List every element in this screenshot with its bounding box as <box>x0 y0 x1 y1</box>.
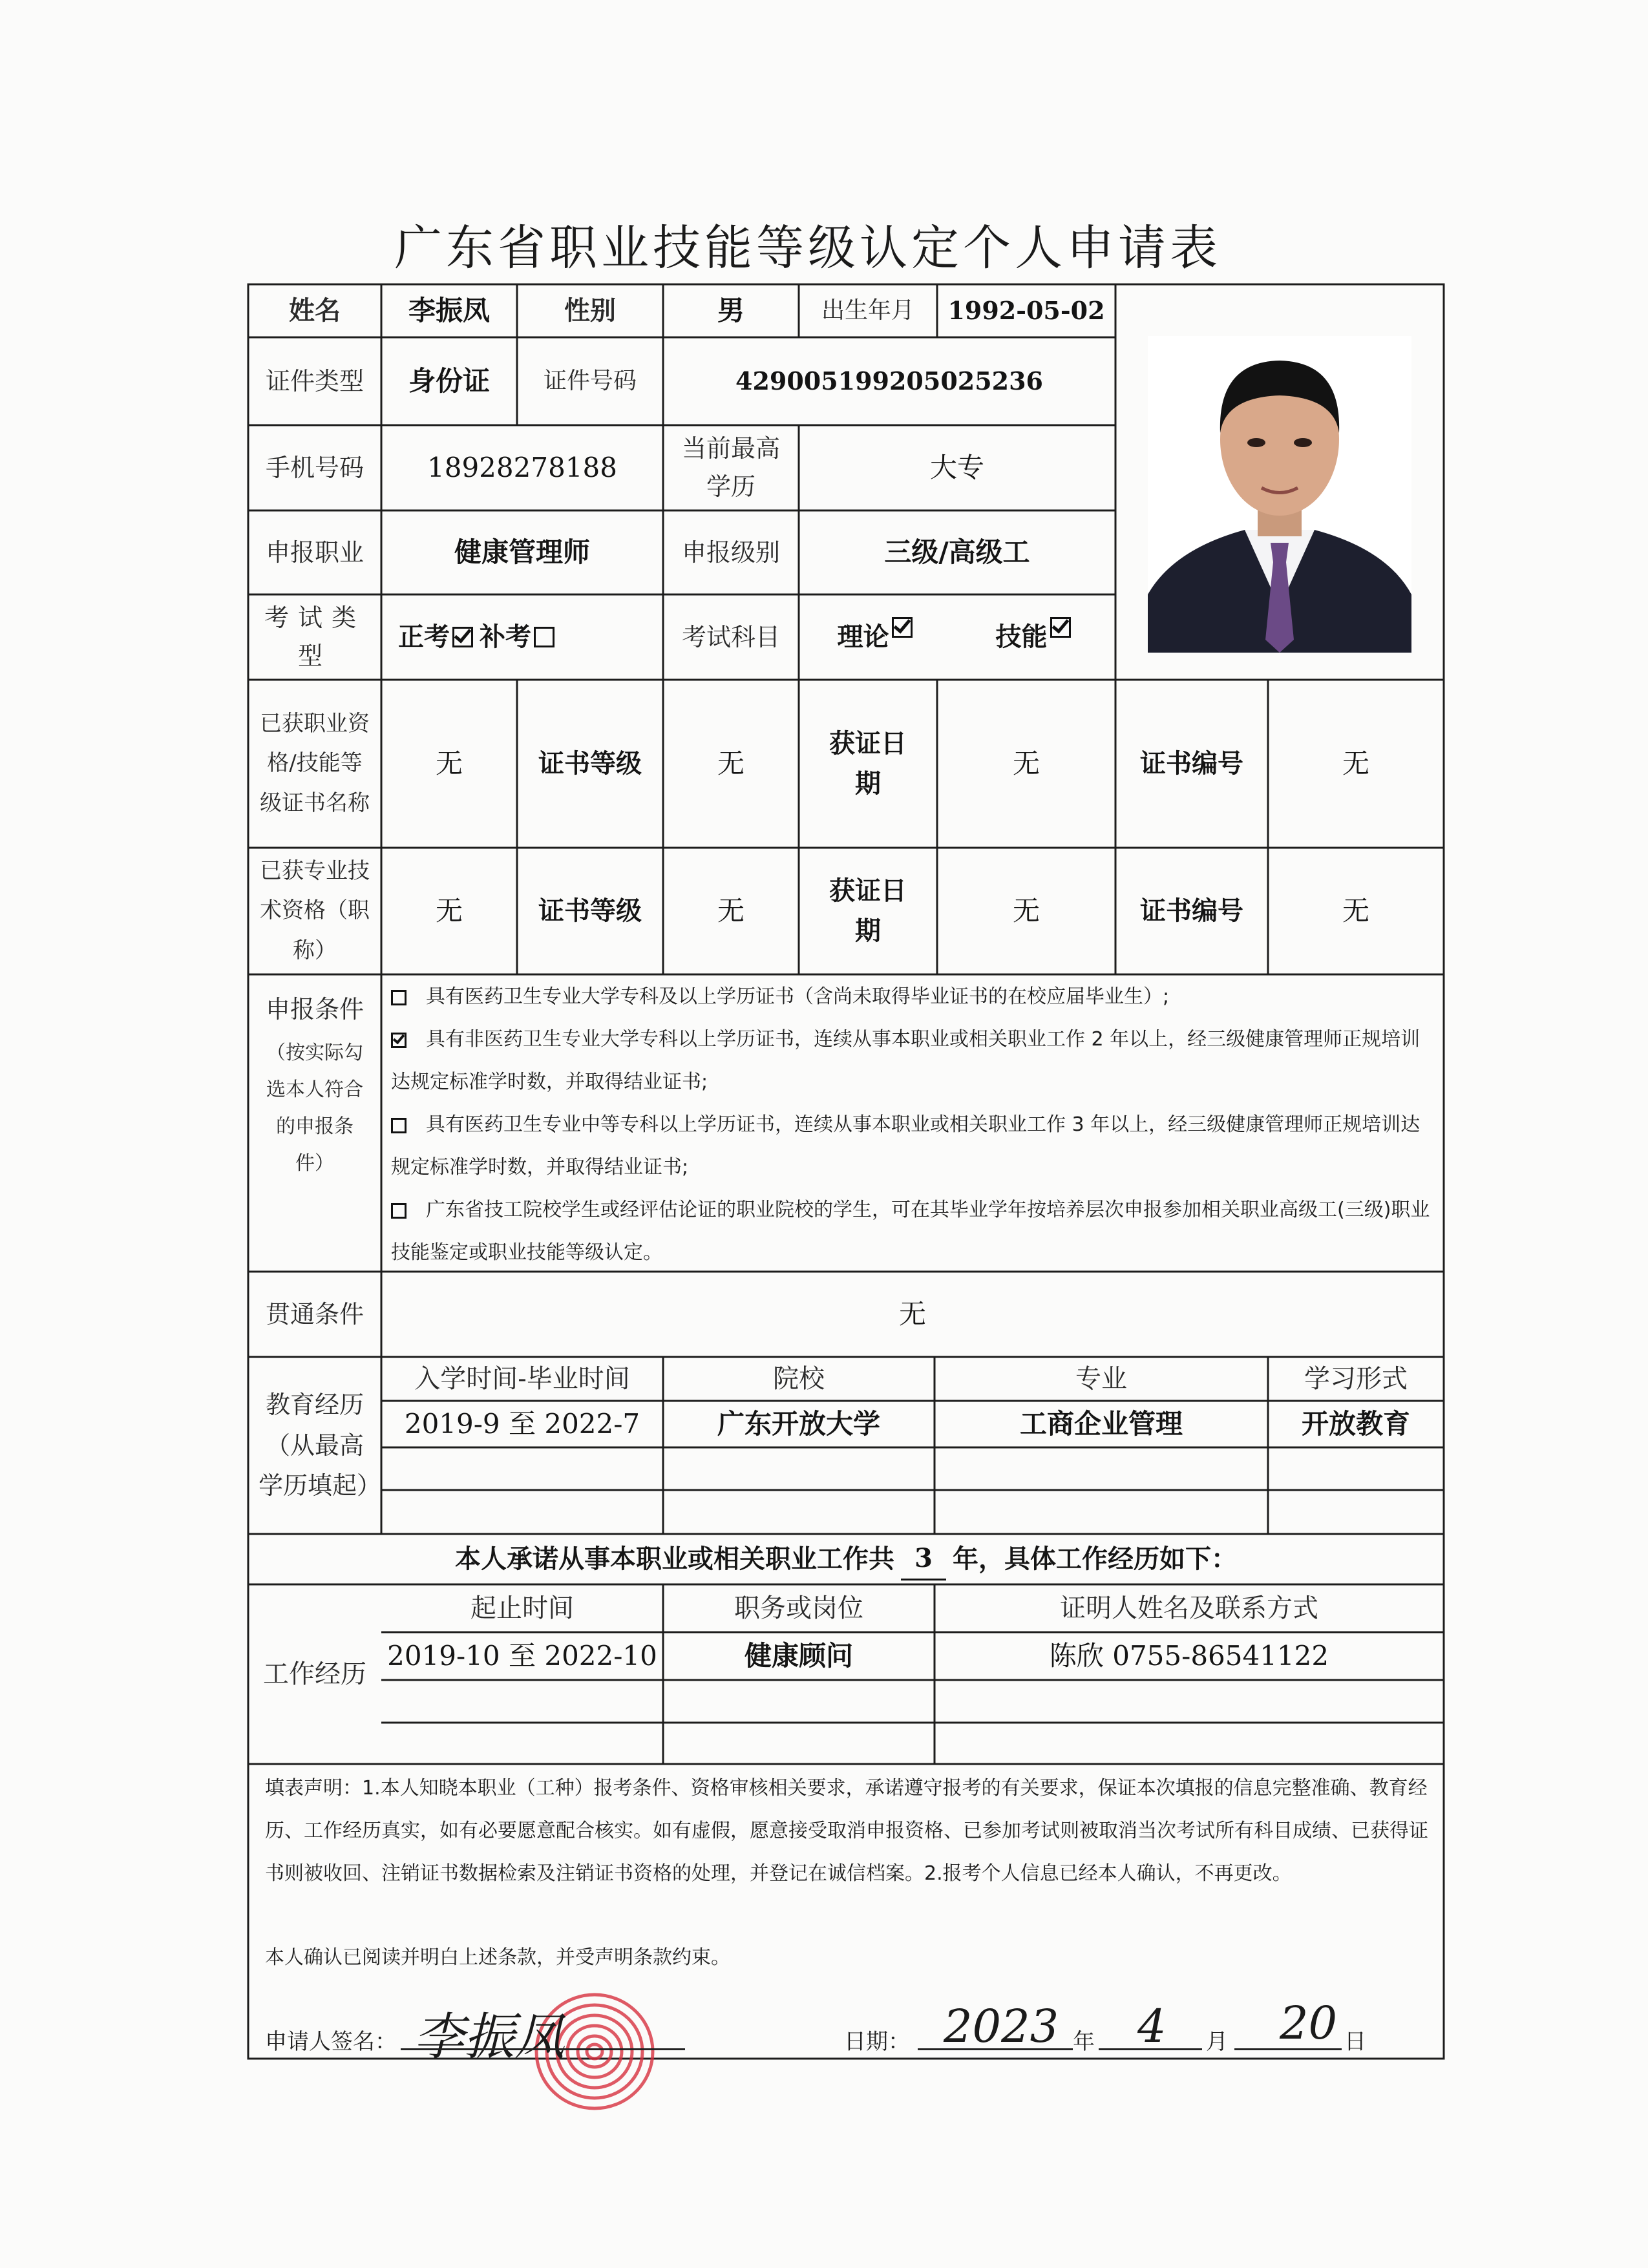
condition-item <box>391 1104 1431 1189</box>
edu-row-1-school[interactable]: 广东开放大学 <box>717 1408 880 1440</box>
date-year[interactable]: 2023 <box>944 2000 1059 2053</box>
date-month-unit: 月 <box>1206 2029 1228 2055</box>
work-row-1-period[interactable]: 2019-10 至 2022-10 <box>387 1640 657 1672</box>
cert-professional-no-label: 证书编号 <box>1140 896 1243 926</box>
cert-vocational-no[interactable]: 无 <box>1342 748 1369 780</box>
exam-subject-skill-checkbox[interactable] <box>1050 617 1071 638</box>
date-month-line <box>1099 2048 1202 2050</box>
edu-row-2-major[interactable] <box>935 1447 1268 1490</box>
date-label: 日期： <box>844 2029 910 2055</box>
condition-1-text: 具有医药卫生专业大学专科及以上学历证书（含尚未取得毕业证书的在校应届毕业生）; <box>426 985 1170 1008</box>
date-day-unit: 日 <box>1344 2029 1366 2055</box>
gender-value[interactable]: 男 <box>717 295 745 327</box>
birth-label: 出生年月 <box>821 297 914 324</box>
edu-row-2-mode[interactable] <box>1268 1447 1444 1490</box>
level-value[interactable]: 三级/高级工 <box>884 536 1030 569</box>
id-type-label: 证件类型 <box>265 366 364 395</box>
promise-before: 本人承诺从事本职业或相关职业工作共 <box>455 1544 894 1574</box>
conditions-note: （按实际勾选本人符合的申报条件） <box>266 1041 363 1175</box>
birth-value[interactable]: 1992-05-02 <box>947 295 1105 325</box>
exam-type-regular-checkbox[interactable] <box>452 627 473 647</box>
work-row-3-period[interactable] <box>381 1723 663 1764</box>
occupation-label: 申报职业 <box>265 538 364 567</box>
name-label: 姓名 <box>289 295 341 326</box>
education-value[interactable]: 大专 <box>929 452 984 484</box>
date-year-unit: 年 <box>1073 2029 1095 2055</box>
edu-row-2-school[interactable] <box>663 1447 935 1490</box>
through-value[interactable]: 无 <box>898 1298 926 1330</box>
form-title: 广东省职业技能等级认定个人申请表 <box>394 220 1221 276</box>
conditions-label: 申报条件 <box>265 995 364 1024</box>
edu-row-3-major[interactable] <box>935 1490 1268 1534</box>
id-no-label: 证件号码 <box>543 368 637 395</box>
work-row-3-referee[interactable] <box>935 1723 1444 1764</box>
cert-vocational-level-label: 证书等级 <box>538 748 642 779</box>
cert-vocational-date-label: 获证日期 <box>829 728 907 799</box>
work-row-2-period[interactable] <box>381 1680 663 1723</box>
work-row-1-referee[interactable]: 陈欣 0755-86541122 <box>1049 1640 1329 1672</box>
edu-row-1-period[interactable]: 2019-9 至 2022-7 <box>404 1408 640 1440</box>
cert-professional-no[interactable]: 无 <box>1342 895 1369 927</box>
condition-item <box>391 976 1431 1018</box>
exam-subject-options <box>799 594 1115 680</box>
date-month[interactable]: 4 <box>1137 2000 1167 2053</box>
work-row-1-position[interactable]: 健康顾问 <box>744 1640 853 1672</box>
work-header-referee: 证明人姓名及联系方式 <box>1060 1593 1318 1623</box>
condition-4-text: 广东省技工院校学生或经评估论证的职业院校的学生，可在其毕业学年按培养层次申报参加相关职业高级工(三级)职业技能鉴定或职业技能等级认定。 <box>391 1199 1430 1264</box>
edu-row-1-major[interactable]: 工商企业管理 <box>1019 1408 1183 1440</box>
cert-vocational-name[interactable]: 无 <box>435 748 463 780</box>
promise-after: 年，具体工作经历如下： <box>953 1544 1237 1574</box>
through-label: 贯通条件 <box>265 1299 364 1328</box>
id-no-value[interactable]: 429005199205025236 <box>735 366 1043 395</box>
date-day-line <box>1234 2048 1342 2050</box>
level-label: 申报级别 <box>681 538 780 567</box>
exam-type-makeup-checkbox[interactable] <box>534 627 555 647</box>
condition-item <box>391 1018 1431 1104</box>
cert-vocational-no-label: 证书编号 <box>1140 748 1243 779</box>
promise-line <box>248 1534 1444 1584</box>
edu-header-major: 专业 <box>1075 1364 1127 1394</box>
promise-years[interactable]: 3 <box>901 1538 946 1580</box>
condition-2-text: 具有非医药卫生专业大学专科以上学历证书，连续从事本职业或相关职业工作 2 年以上，经三级健康管理师正规培训达规定标准学时数，并取得结业证书; <box>391 1028 1421 1093</box>
confirmation-text: 本人确认已阅读并明白上述条款，并受声明条款约束。 <box>265 1946 730 1969</box>
phone-value[interactable]: 18928278188 <box>427 452 617 484</box>
work-history-label: 工作经历 <box>263 1659 366 1689</box>
exam-type-regular-label: 正考 <box>398 622 450 652</box>
occupation-value[interactable]: 健康管理师 <box>454 536 590 569</box>
edu-row-3-mode[interactable] <box>1268 1490 1444 1534</box>
date-year-line <box>918 2048 1073 2050</box>
condition-1-checkbox[interactable] <box>391 990 407 1005</box>
education-label: 当前最高学历 <box>681 434 780 501</box>
date-day[interactable]: 20 <box>1280 1997 1338 2050</box>
work-row-2-position[interactable] <box>663 1680 935 1723</box>
edu-row-3-school[interactable] <box>663 1490 935 1534</box>
cert-professional-level[interactable]: 无 <box>717 895 745 927</box>
work-row-3-position[interactable] <box>663 1723 935 1764</box>
condition-3-checkbox[interactable] <box>391 1118 407 1133</box>
edu-row-3-period[interactable] <box>381 1490 663 1534</box>
exam-subject-skill-label: 技能 <box>995 622 1048 652</box>
exam-subject-label: 考试科目 <box>681 622 780 651</box>
condition-4-checkbox[interactable] <box>391 1203 407 1219</box>
cert-professional-level-label: 证书等级 <box>538 896 642 926</box>
condition-item <box>391 1189 1431 1274</box>
conditions-label-block <box>265 989 364 1260</box>
signature-line <box>401 2048 685 2050</box>
edu-header-school: 院校 <box>773 1364 825 1394</box>
cert-professional-name[interactable]: 无 <box>435 895 463 927</box>
signature-label: 申请人签名： <box>265 2029 397 2055</box>
name-value[interactable]: 李振凤 <box>408 295 490 327</box>
cert-professional-date[interactable]: 无 <box>1012 895 1040 927</box>
exam-subject-theory-label: 理论 <box>837 622 889 652</box>
work-header-position: 职务或岗位 <box>734 1593 863 1623</box>
id-type-value[interactable]: 身份证 <box>408 365 490 397</box>
condition-3-text: 具有医药卫生专业中等专科以上学历证书，连续从事本职业或相关职业工作 3 年以上，经三级健康管理师正规培训达规定标准学时数，并取得结业证书; <box>391 1113 1421 1179</box>
edu-header-period: 入学时间-毕业时间 <box>414 1364 630 1394</box>
edu-header-mode: 学习形式 <box>1304 1364 1408 1394</box>
cert-professional-label: 已获专业技术资格（职称） <box>260 858 370 963</box>
exam-subject-theory-checkbox[interactable] <box>892 617 913 638</box>
condition-2-checkbox[interactable] <box>391 1033 407 1048</box>
cert-vocational-date[interactable]: 无 <box>1012 748 1040 780</box>
exam-type-label: 考试类型 <box>264 604 365 670</box>
declaration-text: 填表声明：1.本人知晓本职业（工种）报考条件、资格审核相关要求，承诺遵守报考的有关要求，保证本次填报的信息完整准确、教育经历、工作经历真实，如有必要愿意配合核实。如有虚假，愿意接受取消申报资格、已参加考试则被取消当次考试所有科目成绩、已获得证书则被收回、注销证书数据检索及注销证书资格的处理，并登记在诚信档案。2.报考个人信息已经本人确认，不再更改。 <box>265 1777 1428 1885</box>
work-header-period: 起止时间 <box>470 1593 574 1623</box>
education-history-label: 教育经历（从最高学历填起） <box>259 1390 382 1500</box>
gender-label: 性别 <box>564 295 616 326</box>
cert-vocational-level[interactable]: 无 <box>717 748 745 780</box>
exam-type-options <box>381 594 663 680</box>
phone-label: 手机号码 <box>265 453 364 482</box>
exam-type-makeup-label: 补考 <box>480 622 531 652</box>
work-row-2-referee[interactable] <box>935 1680 1444 1723</box>
signature-handwritten[interactable]: 李振凤 <box>414 2008 565 2066</box>
applicant-photo <box>1148 336 1411 653</box>
edu-row-1-mode[interactable]: 开放教育 <box>1301 1408 1410 1440</box>
cert-vocational-label: 已获职业资格/技能等级证书名称 <box>260 711 370 816</box>
cert-professional-date-label: 获证日期 <box>829 876 907 946</box>
edu-row-2-period[interactable] <box>381 1447 663 1490</box>
